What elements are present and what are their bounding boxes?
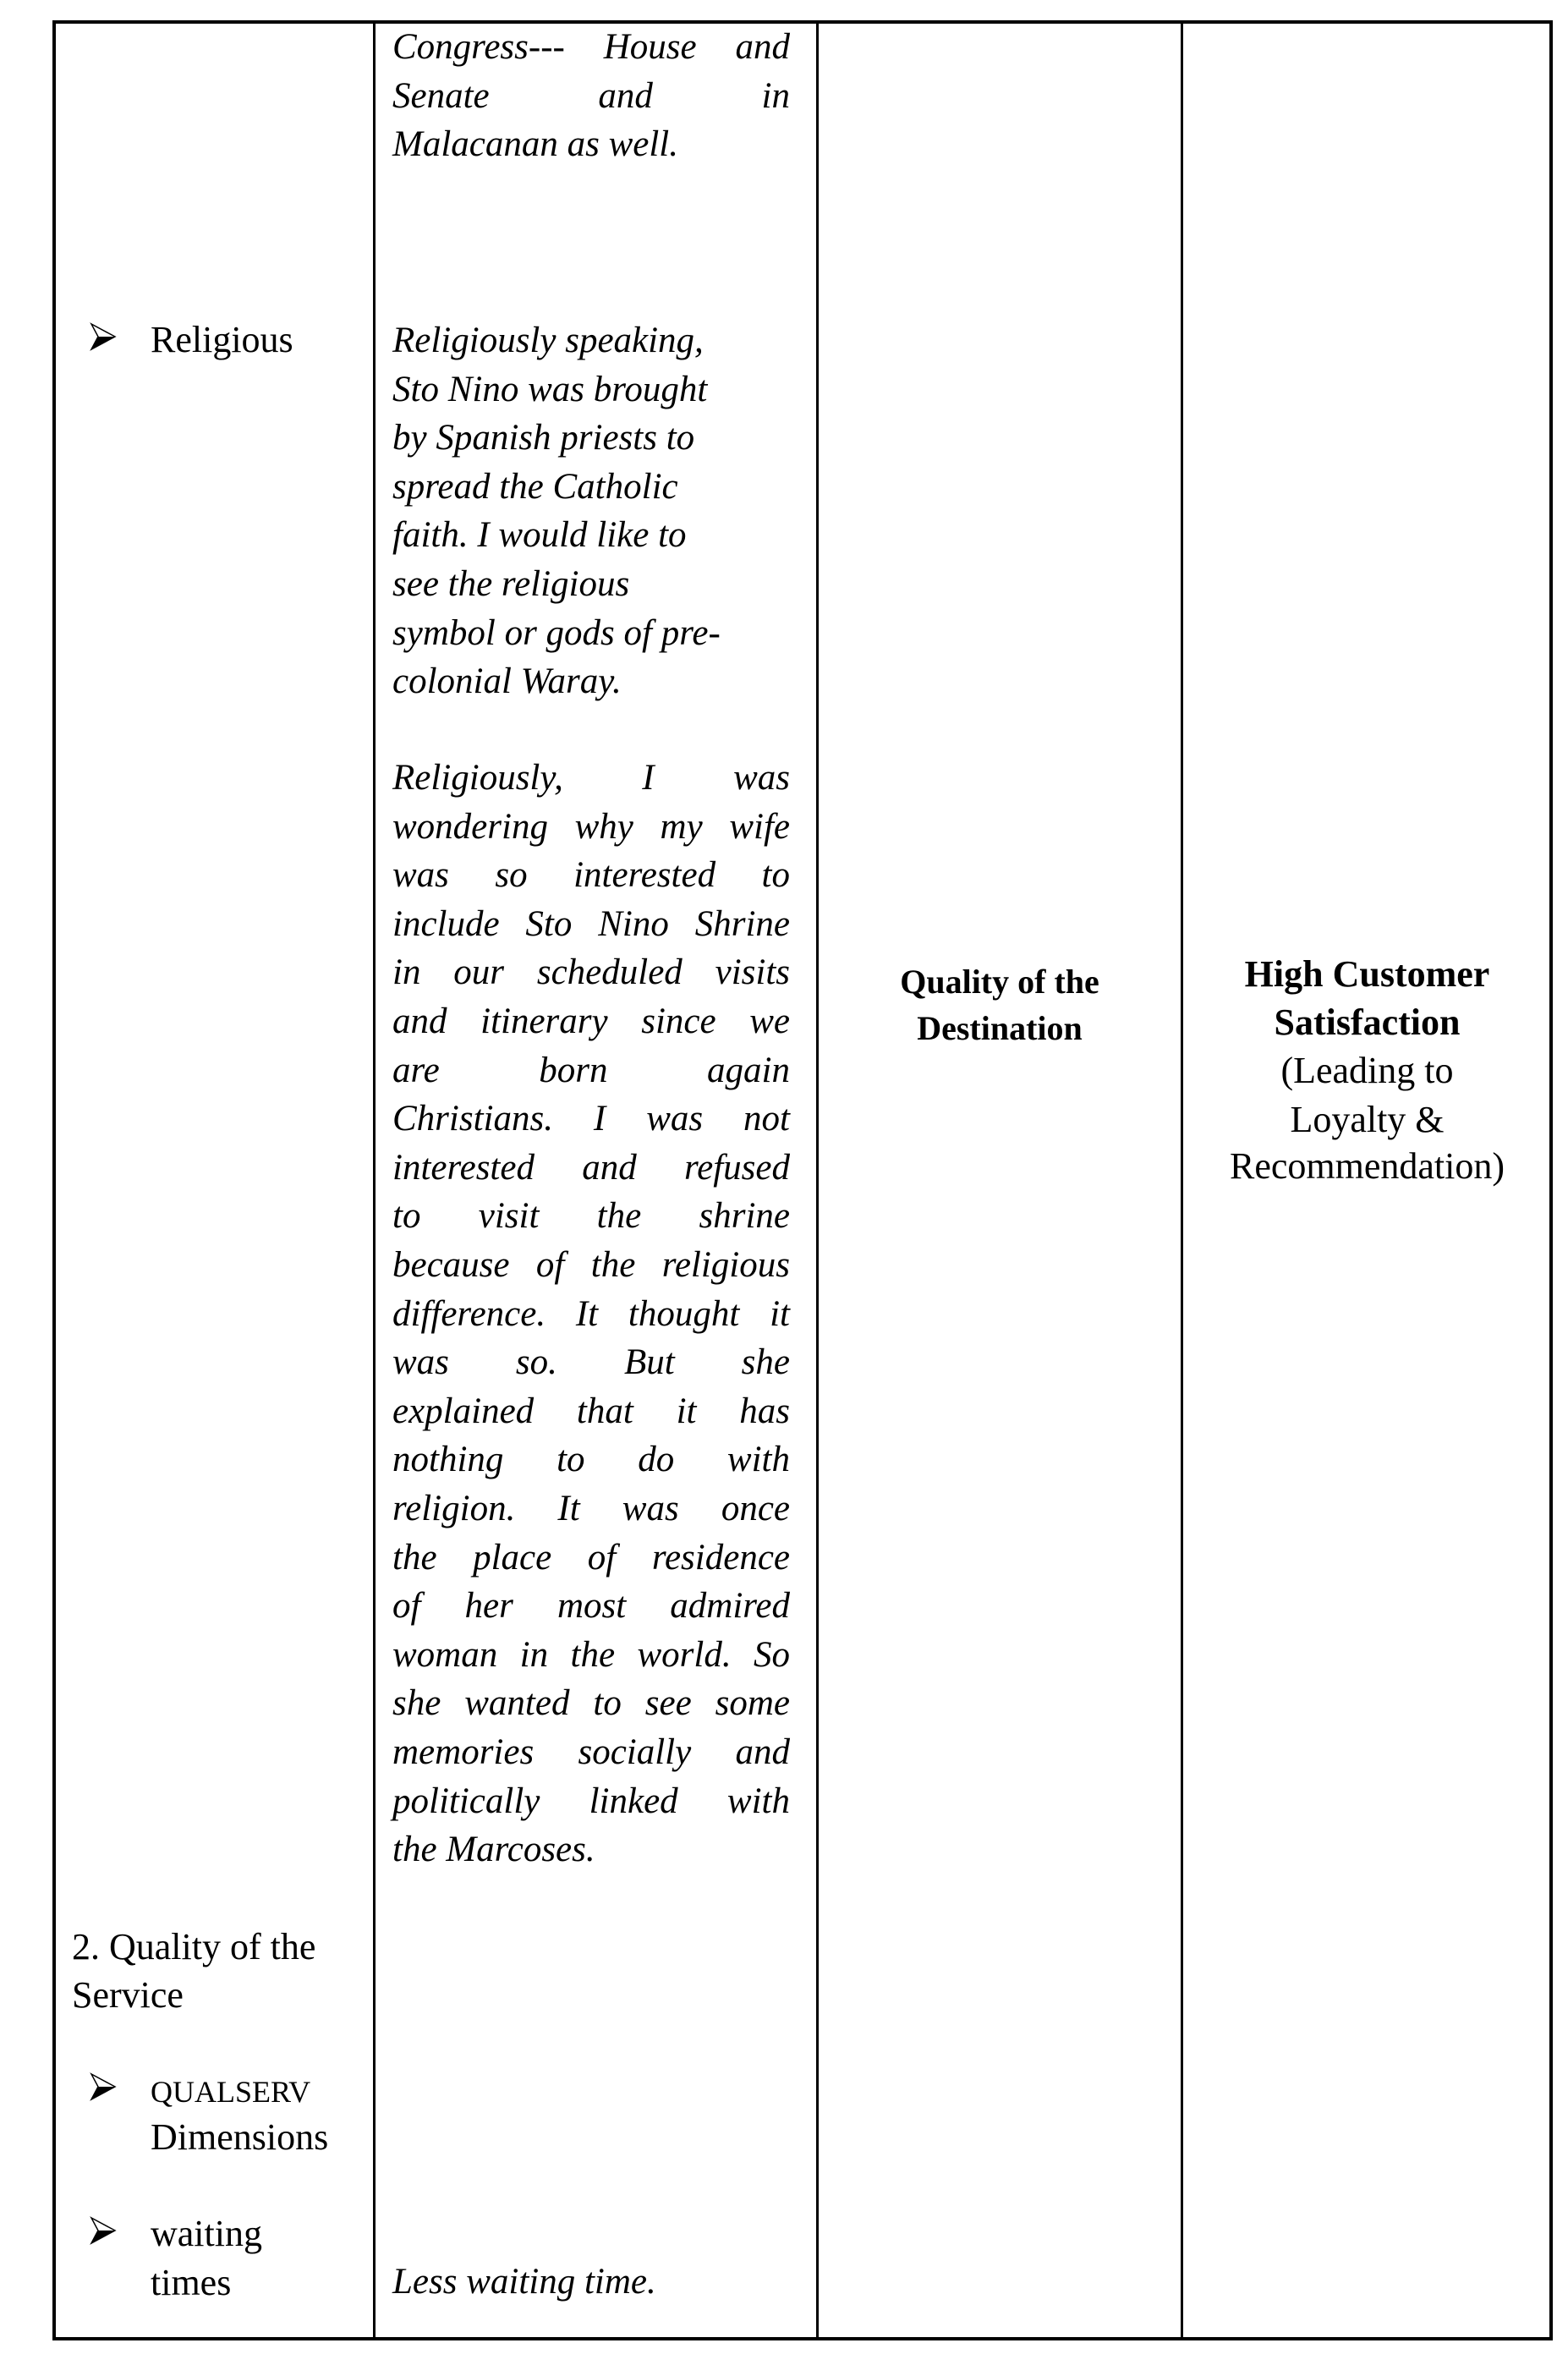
outcome-note-line-2: Loyalty & [1290,1099,1445,1140]
wife-paragraph-line: politically linked with [392,1781,790,1821]
religious-paragraph-line: faith. I would like to [392,515,687,556]
wife-paragraph-line: religion. It was once [392,1489,790,1528]
wife-paragraph-line: nothing to do with [392,1440,790,1480]
bullet-waiting-line-2: times [151,2262,232,2303]
arrowhead-bullet-icon [90,322,117,351]
column-divider-1 [373,20,376,2340]
wife-paragraph-line: in our scheduled visits [392,952,790,993]
religious-paragraph-line: colonial Waray. [392,661,622,702]
waiting-response: Less waiting time. [392,2262,656,2302]
wife-paragraph-line: explained that it has [392,1391,790,1431]
wife-paragraph-line: to visit the shrine [392,1196,790,1237]
continuation-line: Senate and in [392,75,790,116]
wife-paragraph-line: and itinerary since we [392,1001,790,1041]
religious-paragraph-line: Religiously speaking, [392,321,704,360]
wife-paragraph-line: interested and refused [392,1147,790,1188]
religious-paragraph-line: spread the Catholic [392,466,678,507]
wife-paragraph-line: wondering why my wife [392,806,790,847]
outcome-note-line-1: (Leading to [1280,1050,1454,1091]
wife-paragraph-line: of her most admired [392,1586,790,1627]
column-divider-2 [816,20,819,2340]
religious-paragraph-line: symbol or gods of pre- [392,612,721,653]
bullet-qualserv-line-2: Dimensions [151,2116,329,2158]
outcome-bold-line-1: High Customer [1244,953,1490,995]
theme-line-1: Quality of the [900,963,1099,1001]
wife-paragraph-line: include Sto Nino Shrine [392,903,790,944]
wife-paragraph-line: the Marcoses. [392,1830,595,1870]
wife-paragraph-line: the place of residence [392,1537,790,1578]
wife-paragraph-line: woman in the world. So [392,1634,790,1675]
wife-paragraph-line: was so interested to [392,855,790,896]
section-title-line-1: 2. Quality of the [72,1926,316,1967]
arrowhead-bullet-icon [90,2216,117,2245]
wife-paragraph-line: was so. But she [392,1342,790,1383]
continuation-line: Congress--- House and [392,27,790,67]
religious-paragraph-line: Sto Nino was brought [392,369,708,409]
bullet-waiting-line-1: waiting [151,2213,262,2254]
wife-paragraph-line: Christians. I was not [392,1099,790,1139]
arrowhead-bullet-icon [90,2072,117,2101]
wife-paragraph-line: because of the religious [392,1245,790,1285]
religious-paragraph-line: see the religious [392,564,630,604]
wife-paragraph-line: difference. It thought it [392,1293,790,1334]
section-title-line-2: Service [72,1974,184,2016]
wife-paragraph-line: memories socially and [392,1732,790,1772]
continuation-line: Malacanan as well. [392,124,678,164]
outcome-note-line-3: Recommendation) [1229,1145,1505,1187]
religious-paragraph-line: by Spanish priests to [392,418,695,458]
wife-paragraph-line: she wanted to see some [392,1683,790,1724]
wife-paragraph-line: are born again [392,1050,790,1090]
theme-line-2: Destination [917,1009,1083,1047]
outcome-bold-line-2: Satisfaction [1274,1001,1461,1043]
wife-paragraph-line: Religiously, I was [392,758,790,798]
religious-label: Religious [151,319,293,360]
bullet-qualserv-line-1: QUALSERV [151,2075,311,2109]
